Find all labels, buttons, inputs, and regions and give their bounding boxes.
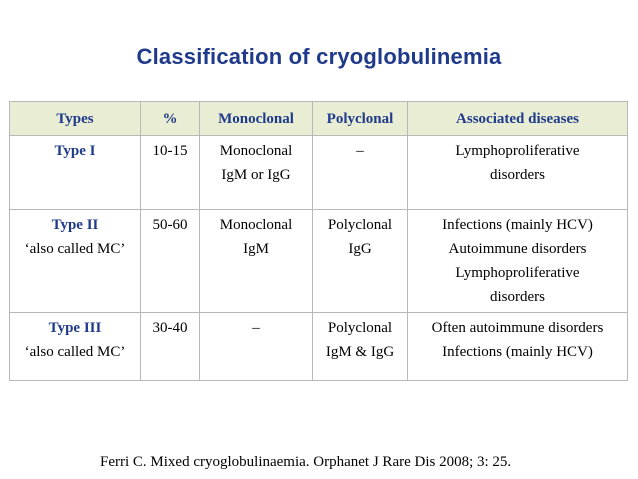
polyclonal-cell	[313, 136, 408, 210]
diseases-cell	[408, 210, 628, 313]
polyclonal-line: Polyclonal	[327, 320, 393, 336]
type-cell	[10, 313, 141, 381]
percent-cell: 10-15	[141, 136, 200, 210]
table-row	[10, 313, 628, 381]
type-subtitle: ‘also called MC’	[24, 344, 126, 360]
table-row	[10, 136, 628, 210]
table-row	[10, 210, 628, 313]
polyclonal-line: IgG	[348, 241, 372, 257]
slide-title: Classification of cryoglobulinemia	[136, 44, 502, 69]
polyclonal-line: –	[356, 143, 364, 159]
monoclonal-line: –	[252, 320, 260, 336]
citation: Ferri C. Mixed cryoglobulinaemia. Orphanet J Rare Dis 2008; 3: 25.	[100, 454, 512, 470]
type-name: Type III	[48, 320, 102, 336]
disease-line: Infections (mainly HCV)	[442, 217, 593, 233]
polyclonal-cell	[313, 210, 408, 313]
disease-line: Autoimmune disorders	[448, 241, 587, 257]
type-name: Type I	[54, 143, 96, 159]
disease-line: Lymphoproliferative	[455, 143, 580, 159]
monoclonal-cell	[200, 136, 313, 210]
monoclonal-line: Monoclonal	[219, 217, 293, 233]
type-subtitle: ‘also called MC’	[24, 241, 126, 257]
disease-line: disorders	[490, 167, 545, 183]
type-name: Type II	[51, 217, 99, 233]
type-cell	[10, 136, 141, 210]
disease-line: disorders	[490, 289, 545, 305]
percent-cell: 50-60	[141, 210, 200, 313]
diseases-cell	[408, 136, 628, 210]
disease-line: Lymphoproliferative	[455, 265, 580, 281]
polyclonal-line: IgM & IgG	[325, 344, 395, 360]
monoclonal-line: Monoclonal	[219, 143, 293, 159]
table-header-row	[10, 102, 628, 136]
header-polyclonal: Polyclonal	[313, 102, 408, 136]
disease-line: Often autoimmune disorders	[431, 320, 604, 336]
monoclonal-cell	[200, 313, 313, 381]
type-cell	[10, 210, 141, 313]
polyclonal-cell	[313, 313, 408, 381]
header-percent: %	[141, 102, 200, 136]
header-types: Types	[10, 102, 141, 136]
monoclonal-line: IgM or IgG	[221, 167, 291, 183]
polyclonal-line: Polyclonal	[327, 217, 393, 233]
percent-cell: 30-40	[141, 313, 200, 381]
header-monoclonal: Monoclonal	[200, 102, 313, 136]
monoclonal-line: IgM	[243, 241, 269, 257]
classification-table	[9, 101, 628, 381]
header-associated-diseases: Associated diseases	[408, 102, 628, 136]
monoclonal-cell	[200, 210, 313, 313]
disease-line: Infections (mainly HCV)	[442, 344, 593, 360]
diseases-cell	[408, 313, 628, 381]
